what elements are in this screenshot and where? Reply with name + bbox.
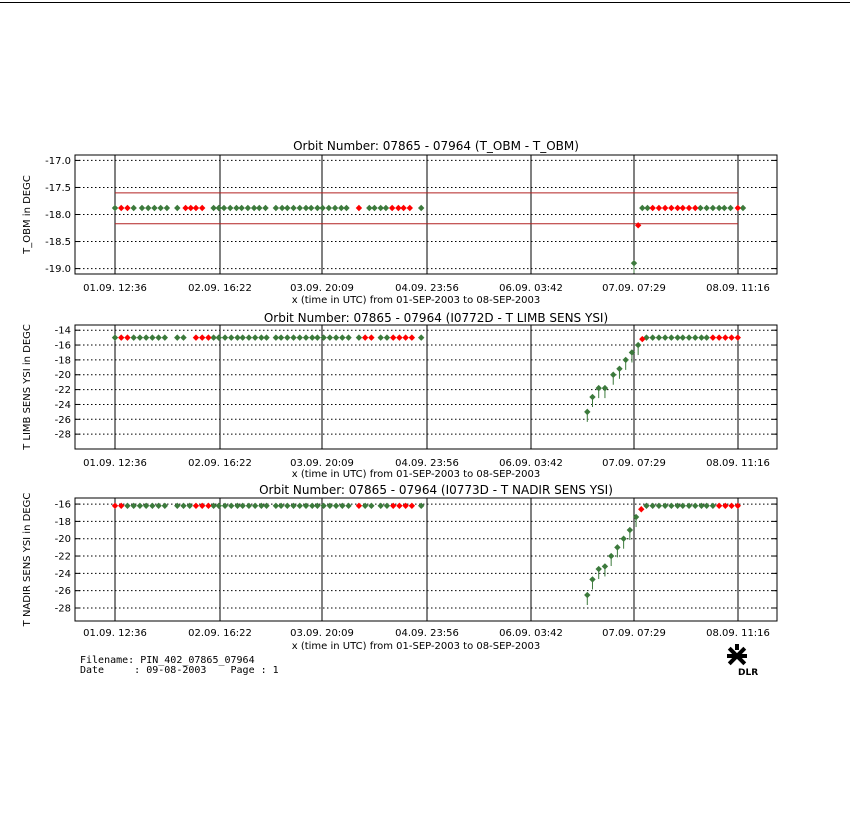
panel-1 bbox=[22, 139, 777, 306]
data-point bbox=[620, 536, 626, 542]
data-point bbox=[256, 205, 262, 211]
data-point bbox=[735, 334, 741, 340]
y-tick-label: -24 bbox=[54, 568, 71, 580]
data-point bbox=[130, 205, 136, 211]
data-point bbox=[174, 503, 180, 509]
data-point bbox=[314, 503, 320, 509]
data-point bbox=[418, 503, 424, 509]
data-point bbox=[418, 205, 424, 211]
x-tick-label: 04.09. 23:56 bbox=[395, 458, 459, 469]
data-point bbox=[130, 334, 136, 340]
data-point bbox=[608, 553, 614, 559]
data-point bbox=[205, 503, 211, 509]
x-tick-label: 07.09. 07:29 bbox=[602, 458, 666, 469]
data-point bbox=[314, 334, 320, 340]
data-point bbox=[710, 205, 716, 211]
data-point bbox=[228, 334, 234, 340]
data-point bbox=[407, 205, 413, 211]
data-point bbox=[368, 503, 374, 509]
y-tick-label: -18 bbox=[54, 516, 71, 528]
data-point bbox=[193, 334, 199, 340]
data-point bbox=[193, 205, 199, 211]
data-point bbox=[384, 334, 390, 340]
data-point bbox=[118, 503, 124, 509]
data-point bbox=[656, 334, 662, 340]
y-tick-label: -26 bbox=[54, 586, 71, 598]
data-point bbox=[635, 222, 641, 228]
y-axis-label: T NADIR SENS YSI in DEGC bbox=[22, 492, 33, 627]
x-tick-label: 07.09. 07:29 bbox=[602, 628, 666, 639]
data-point bbox=[174, 334, 180, 340]
data-point bbox=[239, 334, 245, 340]
data-point bbox=[199, 205, 205, 211]
data-point bbox=[356, 205, 362, 211]
data-point bbox=[402, 503, 408, 509]
data-point bbox=[584, 409, 590, 415]
x-tick-label: 08.09. 11:16 bbox=[706, 283, 770, 294]
data-point bbox=[333, 503, 339, 509]
data-point bbox=[649, 205, 655, 211]
data-point bbox=[252, 503, 258, 509]
data-point bbox=[362, 334, 368, 340]
chart-title: Orbit Number: 07865 - 07964 (I0772D - T LIMB SENS YSI) bbox=[263, 311, 609, 325]
data-point bbox=[327, 334, 333, 340]
data-point bbox=[400, 205, 406, 211]
data-point bbox=[668, 334, 674, 340]
data-point bbox=[402, 334, 408, 340]
plot-frame bbox=[75, 498, 777, 621]
y-tick-label: -20 bbox=[54, 370, 71, 382]
x-tick-label: 03.09. 20:09 bbox=[290, 628, 354, 639]
data-point bbox=[162, 334, 168, 340]
data-point bbox=[345, 334, 351, 340]
data-point bbox=[589, 576, 595, 582]
y-tick-label: -26 bbox=[54, 414, 71, 426]
data-point bbox=[356, 334, 362, 340]
data-point bbox=[680, 503, 686, 509]
data-point bbox=[362, 503, 368, 509]
y-tick-label: -17.0 bbox=[45, 155, 71, 167]
data-point bbox=[602, 563, 608, 569]
data-point bbox=[662, 205, 668, 211]
x-tick-label: 06.09. 03:42 bbox=[499, 628, 563, 639]
data-point bbox=[130, 503, 136, 509]
data-point bbox=[180, 334, 186, 340]
data-point bbox=[303, 334, 309, 340]
data-point bbox=[227, 205, 233, 211]
data-point bbox=[378, 334, 384, 340]
data-point bbox=[112, 503, 118, 509]
data-point bbox=[703, 503, 709, 509]
data-point bbox=[124, 503, 130, 509]
data-point bbox=[216, 503, 222, 509]
data-point bbox=[273, 205, 279, 211]
data-point bbox=[722, 334, 728, 340]
y-tick-label: -14 bbox=[54, 325, 71, 337]
data-point bbox=[199, 334, 205, 340]
y-tick-label: -20 bbox=[54, 534, 71, 546]
x-tick-label: 04.09. 23:56 bbox=[395, 628, 459, 639]
data-point bbox=[716, 334, 722, 340]
dlr-logo-text: DLR bbox=[738, 668, 759, 678]
data-point bbox=[343, 205, 349, 211]
data-point bbox=[180, 503, 186, 509]
x-tick-label: 03.09. 20:09 bbox=[290, 283, 354, 294]
x-axis-label: x (time in UTC) from 01-SEP-2003 to 08-SEP-2003 bbox=[291, 469, 541, 480]
y-tick-label: -16 bbox=[54, 340, 71, 352]
y-tick-label: -18.5 bbox=[45, 237, 71, 249]
data-point bbox=[164, 205, 170, 211]
panel-3 bbox=[22, 483, 777, 650]
data-point bbox=[409, 334, 415, 340]
data-point bbox=[656, 205, 662, 211]
x-tick-label: 01.09. 12:36 bbox=[83, 283, 147, 294]
data-point bbox=[143, 334, 149, 340]
data-point bbox=[139, 205, 145, 211]
data-point bbox=[222, 503, 228, 509]
data-point bbox=[319, 205, 325, 211]
data-point bbox=[378, 503, 384, 509]
data-point bbox=[246, 334, 252, 340]
data-point bbox=[384, 503, 390, 509]
data-point bbox=[124, 334, 130, 340]
chart-title: Orbit Number: 07865 - 07964 (T_OBM - T_OBM) bbox=[293, 139, 579, 153]
data-point bbox=[332, 205, 338, 211]
x-tick-label: 07.09. 07:29 bbox=[602, 283, 666, 294]
data-point bbox=[149, 334, 155, 340]
data-point bbox=[205, 334, 211, 340]
data-point bbox=[596, 566, 602, 572]
data-point bbox=[297, 334, 303, 340]
data-point bbox=[252, 334, 258, 340]
data-point bbox=[290, 503, 296, 509]
data-point bbox=[151, 205, 157, 211]
data-point bbox=[327, 503, 333, 509]
data-point bbox=[124, 205, 130, 211]
x-axis-label: x (time in UTC) from 01-SEP-2003 to 08-SEP-2003 bbox=[291, 295, 541, 306]
data-point bbox=[589, 394, 595, 400]
data-point bbox=[320, 334, 326, 340]
data-point bbox=[602, 385, 608, 391]
data-point bbox=[333, 334, 339, 340]
data-point bbox=[228, 503, 234, 509]
data-point bbox=[193, 503, 199, 509]
data-point bbox=[143, 503, 149, 509]
data-point bbox=[662, 334, 668, 340]
data-point bbox=[284, 334, 290, 340]
data-point bbox=[638, 506, 644, 512]
data-point bbox=[622, 357, 628, 363]
data-point bbox=[222, 334, 228, 340]
data-point bbox=[627, 527, 633, 533]
data-point bbox=[728, 334, 734, 340]
data-point bbox=[262, 205, 268, 211]
data-point bbox=[137, 503, 143, 509]
data-point bbox=[278, 334, 284, 340]
data-point bbox=[409, 503, 415, 509]
data-point bbox=[339, 334, 345, 340]
data-point bbox=[680, 205, 686, 211]
plot-frame bbox=[75, 325, 777, 449]
data-point bbox=[118, 334, 124, 340]
data-point bbox=[326, 205, 332, 211]
x-tick-label: 01.09. 12:36 bbox=[83, 628, 147, 639]
x-axis-label: x (time in UTC) from 01-SEP-2003 to 08-SEP-2003 bbox=[291, 641, 541, 650]
y-tick-label: -16 bbox=[54, 499, 71, 511]
data-point bbox=[345, 503, 351, 509]
x-tick-label: 02.09. 16:22 bbox=[188, 283, 252, 294]
data-point bbox=[199, 503, 205, 509]
data-point bbox=[616, 366, 622, 372]
data-point bbox=[297, 205, 303, 211]
data-point bbox=[155, 334, 161, 340]
footer-date: Date : 09-08-2003 Page : 1 bbox=[80, 665, 279, 676]
data-point bbox=[614, 544, 620, 550]
chart-title: Orbit Number: 07865 - 07964 (I0773D - T NADIR SENS YSI) bbox=[259, 483, 613, 497]
x-tick-label: 02.09. 16:22 bbox=[188, 458, 252, 469]
x-tick-label: 02.09. 16:22 bbox=[188, 628, 252, 639]
data-point bbox=[320, 503, 326, 509]
data-point bbox=[155, 503, 161, 509]
x-tick-label: 08.09. 11:16 bbox=[706, 458, 770, 469]
x-tick-label: 06.09. 03:42 bbox=[499, 283, 563, 294]
data-point bbox=[656, 503, 662, 509]
y-tick-label: -28 bbox=[54, 603, 71, 615]
data-point bbox=[187, 503, 193, 509]
panel-2 bbox=[22, 311, 777, 480]
data-point bbox=[649, 503, 655, 509]
data-point bbox=[390, 334, 396, 340]
y-axis-label: T LIMB SENS YSI in DEGC bbox=[22, 324, 33, 450]
x-tick-label: 03.09. 20:09 bbox=[290, 458, 354, 469]
data-point bbox=[722, 503, 728, 509]
data-point bbox=[297, 503, 303, 509]
data-point bbox=[686, 503, 692, 509]
data-point bbox=[727, 205, 733, 211]
data-point bbox=[735, 503, 741, 509]
dlr-logo bbox=[716, 642, 762, 678]
data-point bbox=[356, 503, 362, 509]
data-point bbox=[716, 503, 722, 509]
data-point bbox=[692, 503, 698, 509]
data-point bbox=[635, 342, 641, 348]
data-point bbox=[221, 205, 227, 211]
data-point bbox=[692, 205, 698, 211]
data-point bbox=[703, 205, 709, 211]
data-point bbox=[112, 334, 118, 340]
data-point bbox=[418, 334, 424, 340]
x-tick-label: 04.09. 23:56 bbox=[395, 283, 459, 294]
data-point bbox=[145, 205, 151, 211]
data-point bbox=[263, 503, 269, 509]
data-point bbox=[584, 592, 590, 598]
data-point bbox=[284, 503, 290, 509]
data-point bbox=[389, 205, 395, 211]
data-point bbox=[710, 503, 716, 509]
data-point bbox=[157, 205, 163, 211]
data-point bbox=[137, 334, 143, 340]
data-point bbox=[149, 503, 155, 509]
data-point bbox=[383, 205, 389, 211]
data-point bbox=[290, 205, 296, 211]
data-point bbox=[239, 503, 245, 509]
data-point bbox=[643, 503, 649, 509]
data-point bbox=[162, 503, 168, 509]
data-point bbox=[692, 334, 698, 340]
data-point bbox=[686, 205, 692, 211]
data-point bbox=[686, 334, 692, 340]
y-tick-label: -19.0 bbox=[45, 264, 71, 276]
data-point bbox=[703, 334, 709, 340]
data-point bbox=[649, 334, 655, 340]
y-tick-label: -18 bbox=[54, 355, 71, 367]
y-tick-label: -28 bbox=[54, 429, 71, 441]
data-point bbox=[396, 334, 402, 340]
data-point bbox=[396, 503, 402, 509]
data-point bbox=[721, 205, 727, 211]
data-point bbox=[174, 205, 180, 211]
data-point bbox=[680, 334, 686, 340]
data-point bbox=[118, 205, 124, 211]
footer-filename: Filename: PIN_402_07865_07964 bbox=[80, 655, 255, 666]
data-point bbox=[308, 205, 314, 211]
x-tick-label: 01.09. 12:36 bbox=[83, 458, 147, 469]
data-point bbox=[390, 503, 396, 509]
data-point bbox=[735, 205, 741, 211]
y-tick-label: -18.0 bbox=[45, 210, 71, 221]
y-axis-label: T_OBM in DEGC bbox=[22, 175, 33, 254]
data-point bbox=[290, 334, 296, 340]
x-tick-label: 08.09. 11:16 bbox=[706, 628, 770, 639]
data-point bbox=[278, 503, 284, 509]
y-tick-label: -24 bbox=[54, 399, 71, 411]
data-point bbox=[339, 503, 345, 509]
data-point bbox=[246, 503, 252, 509]
data-point bbox=[245, 205, 251, 211]
data-point bbox=[710, 334, 716, 340]
data-point bbox=[610, 372, 616, 378]
x-tick-label: 06.09. 03:42 bbox=[499, 458, 563, 469]
data-point bbox=[631, 260, 637, 266]
y-tick-label: -22 bbox=[54, 551, 71, 563]
data-point bbox=[728, 503, 734, 509]
data-point bbox=[662, 503, 668, 509]
data-point bbox=[238, 205, 244, 211]
data-point bbox=[284, 205, 290, 211]
y-tick-label: -17.5 bbox=[45, 182, 71, 194]
data-point bbox=[112, 205, 118, 211]
data-point bbox=[263, 334, 269, 340]
data-point bbox=[668, 503, 674, 509]
data-point bbox=[371, 205, 377, 211]
data-point bbox=[596, 385, 602, 391]
data-point bbox=[668, 205, 674, 211]
y-tick-label: -22 bbox=[54, 385, 71, 397]
data-point bbox=[303, 503, 309, 509]
data-point bbox=[368, 334, 374, 340]
data-point bbox=[216, 334, 222, 340]
